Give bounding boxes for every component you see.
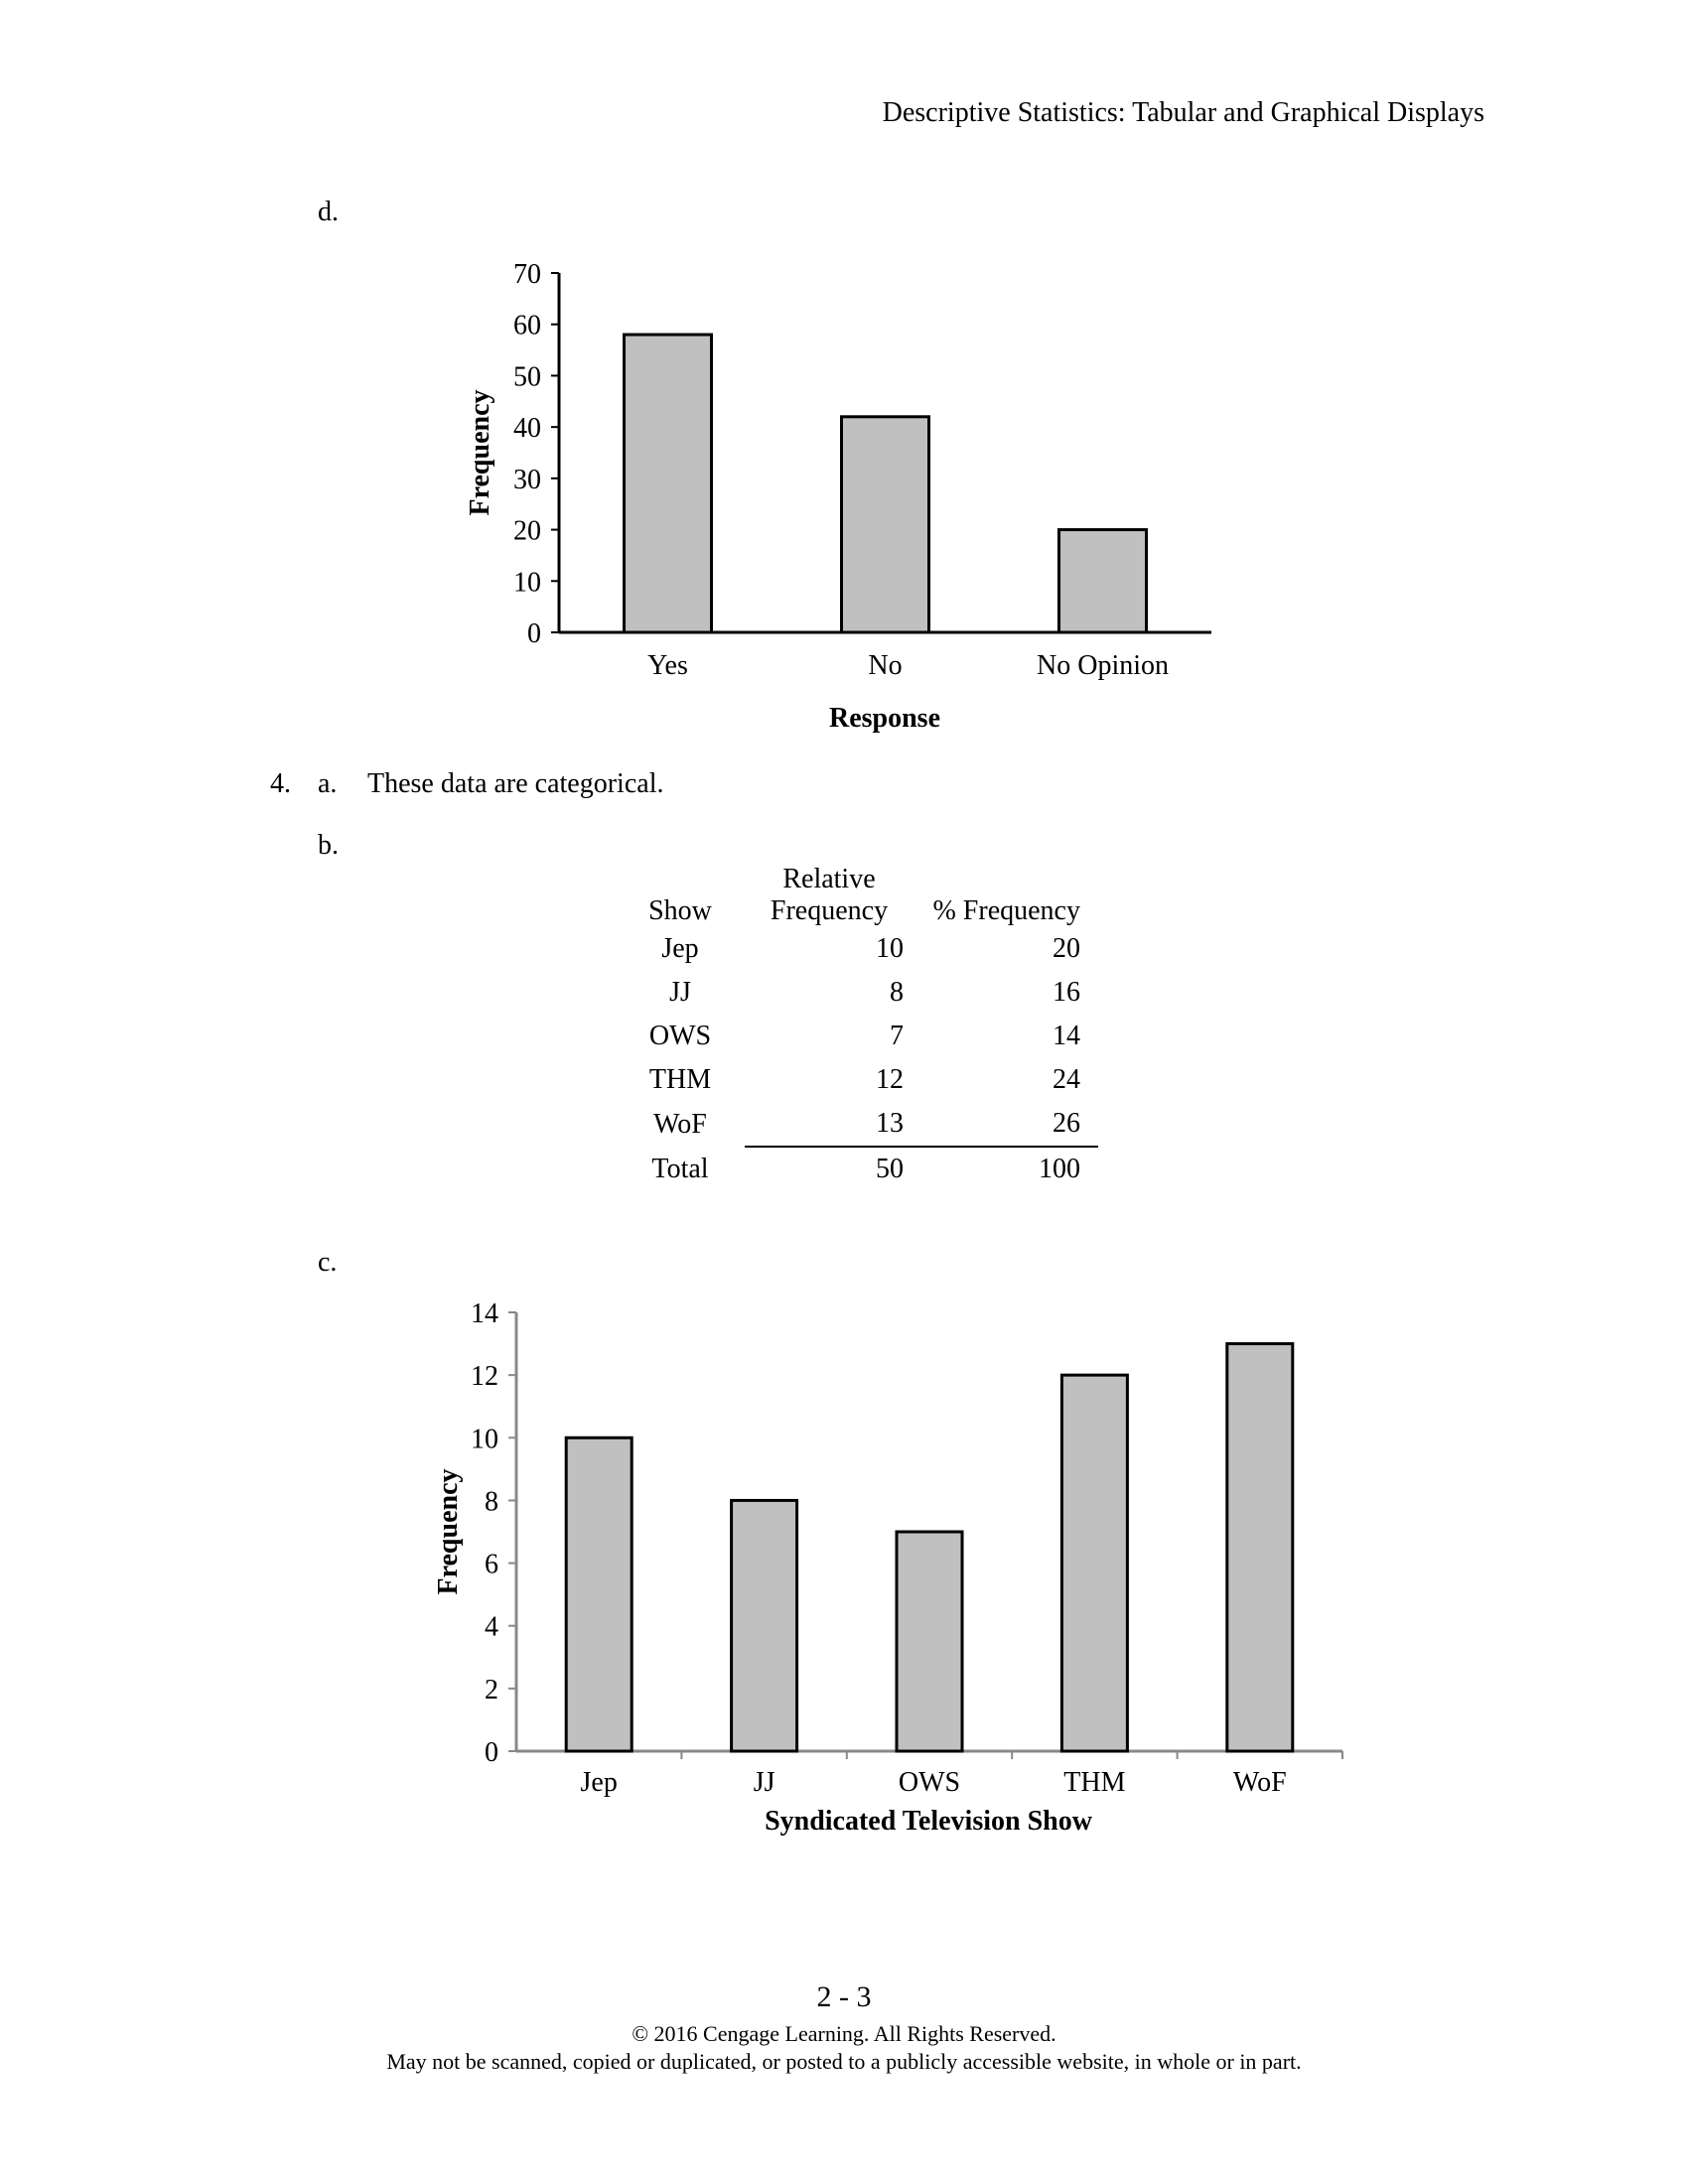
y-tick-label: 14 [471, 1298, 498, 1329]
cell-rel: 8 [890, 977, 904, 1008]
cell-total-rel: 50 [876, 1154, 904, 1184]
cell-pct: 26 [921, 1102, 1098, 1147]
y-tick-label: 70 [513, 259, 541, 290]
cell-rel: 13 [745, 1102, 921, 1147]
part-4a-text: These data are categorical. [367, 768, 664, 799]
x-axis-title: Syndicated Television Show [765, 1806, 1092, 1837]
part-4c-label: c. [318, 1247, 338, 1278]
y-tick-label: 12 [471, 1361, 498, 1393]
cell-pct: 20 [1053, 933, 1080, 964]
y-tick-label: 10 [471, 1424, 498, 1455]
y-tick-label: 10 [513, 567, 541, 599]
y-tick-label: 8 [485, 1486, 498, 1518]
cell-total-label: Total [651, 1153, 709, 1184]
cell-show: WoF [653, 1108, 707, 1140]
y-tick-label: 40 [513, 413, 541, 445]
x-tick-label: THM [1063, 1767, 1126, 1798]
y-tick-label: 0 [485, 1737, 498, 1768]
x-tick-label: No Opinion [1037, 650, 1169, 681]
cell-rel: 7 [890, 1021, 904, 1051]
col-header-show: Show [648, 895, 712, 926]
x-tick-label: Yes [647, 650, 688, 681]
bar-thm [1061, 1375, 1127, 1751]
copyright-line: © 2016 Cengage Learning. All Rights Reserved. [632, 2021, 1056, 2046]
cell-show: Jep [661, 933, 699, 964]
x-tick-label: Jep [580, 1767, 618, 1798]
bar-wof [1227, 1344, 1293, 1751]
part-d-label: d. [318, 197, 339, 227]
x-tick-label: No [868, 650, 903, 681]
x-axis-title: Response [828, 703, 941, 734]
rel-header-line1: Relative [782, 864, 876, 894]
bar-jep [566, 1437, 632, 1751]
part-4b-label: b. [318, 830, 339, 861]
y-tick-label: 6 [485, 1549, 498, 1580]
cell-rel: 12 [876, 1064, 904, 1095]
rel-header-line2: Frequency [770, 895, 889, 926]
cell-pct: 24 [1053, 1064, 1080, 1095]
cell-pct: 14 [1053, 1021, 1080, 1051]
y-tick-label: 20 [513, 515, 541, 547]
cell-show: JJ [669, 977, 691, 1008]
cell-pct: 16 [1053, 977, 1080, 1008]
bar-jj [732, 1500, 797, 1751]
page-number: 2 - 3 [816, 1980, 872, 2013]
y-tick-label: 30 [513, 464, 541, 495]
y-axis-title: Frequency [433, 1468, 464, 1595]
copy-notice: May not be scanned, copied or duplicated, or posted to a publicly accessible website, in whole or in part. [386, 2049, 1302, 2074]
cell-show: THM [648, 1064, 712, 1095]
y-tick-label: 4 [485, 1611, 498, 1643]
problem-4-number: 4. [270, 768, 291, 799]
y-tick-label: 60 [513, 310, 541, 341]
y-tick-label: 50 [513, 361, 541, 393]
x-tick-label: JJ [753, 1767, 775, 1798]
cell-show: OWS [648, 1021, 712, 1051]
col-header-pct-frequency: % Frequency [932, 895, 1080, 926]
cell-rel: 10 [876, 933, 904, 964]
bar-ows [897, 1532, 962, 1751]
y-axis-title: Frequency [465, 389, 495, 516]
cell-total-pct: 100 [1039, 1154, 1080, 1184]
y-tick-label: 0 [527, 618, 541, 649]
part-4a-label: a. [318, 768, 338, 799]
y-tick-label: 2 [485, 1674, 498, 1706]
x-tick-label: WoF [1232, 1767, 1287, 1798]
running-head: Descriptive Statistics: Tabular and Graphical Displays [882, 97, 1484, 128]
x-tick-label: OWS [898, 1767, 961, 1798]
